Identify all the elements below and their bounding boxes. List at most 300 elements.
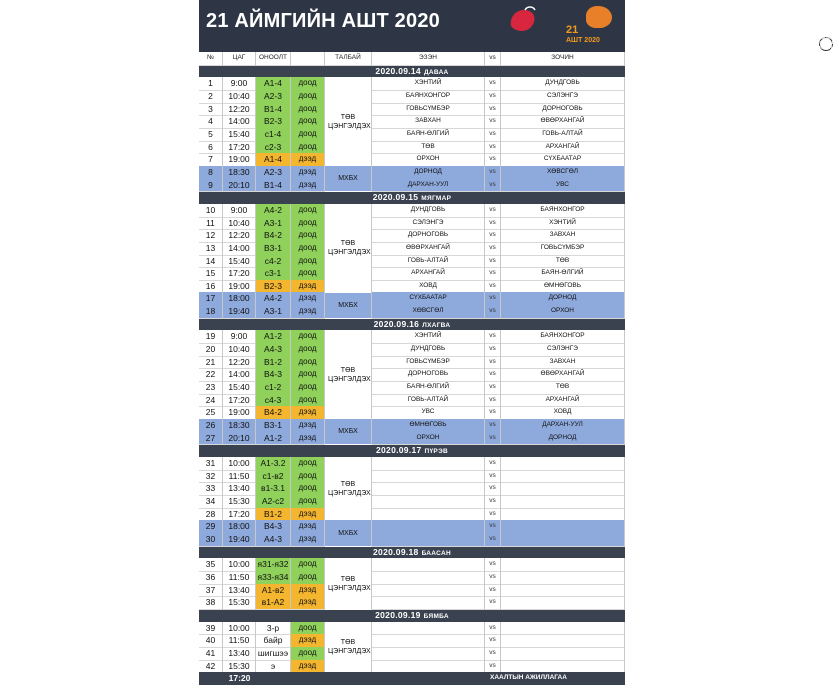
match-row (199, 166, 625, 179)
match-level: доод (291, 255, 325, 269)
match-level: дээд (291, 292, 325, 306)
match-level: дээд (291, 432, 325, 446)
vs-label: vs (485, 482, 501, 496)
match-level: дээд (291, 166, 325, 180)
match-number: 2 (199, 90, 223, 104)
vs-label: vs (485, 305, 501, 319)
match-time: 17:20 (223, 508, 256, 522)
match-group: A2-3 (256, 166, 291, 180)
match-row (199, 406, 625, 419)
match-number: 19 (199, 330, 223, 344)
column-header-row (199, 52, 625, 65)
weekday-label: МЯГМАР (421, 195, 452, 203)
match-number: 15 (199, 267, 223, 281)
venue-name: ТӨВ ЦЭНГЭЛДЭХ (328, 113, 371, 130)
home-team: БАЯНХОНГОР (372, 90, 485, 104)
away-team (501, 634, 625, 648)
date-row (199, 444, 625, 457)
match-group: B4-2 (256, 229, 291, 243)
home-team: ГОВЬ-АЛТАЙ (372, 394, 485, 408)
away-team: БАЯНХОНГОР (501, 204, 625, 218)
match-group: A1-2 (256, 330, 291, 344)
match-group: c1-2 (256, 381, 291, 395)
away-team (501, 647, 625, 661)
home-team: ӨВӨРХАНГАЙ (372, 242, 485, 256)
match-number: 35 (199, 558, 223, 572)
match-level: доод (291, 343, 325, 357)
away-team: ХЭНТИЙ (501, 217, 625, 231)
match-level: дээд (291, 406, 325, 420)
match-number: 14 (199, 255, 223, 269)
venue-name: МХБХ (338, 529, 358, 537)
match-number: 42 (199, 660, 223, 674)
match-number: 39 (199, 622, 223, 636)
weekday-label: БААСАН (421, 549, 451, 557)
match-row (199, 533, 625, 546)
match-time: 19:00 (223, 153, 256, 167)
match-time: 19:40 (223, 533, 256, 547)
match-row (199, 622, 625, 635)
match-row (199, 229, 625, 242)
away-team (501, 482, 625, 496)
home-team: УВС (372, 406, 485, 420)
date-label: 2020.09.18 (373, 546, 419, 557)
match-group: я33-я34 (256, 571, 291, 585)
date-row (199, 318, 625, 331)
venue-label-block (325, 77, 372, 166)
vs-label: vs (485, 128, 501, 142)
match-time: 14:00 (223, 368, 256, 382)
home-team: СЭЛЭНГЭ (372, 217, 485, 231)
match-level: дээд (291, 533, 325, 547)
match-level: дээд (291, 634, 325, 648)
col-vs: vs (485, 52, 501, 66)
vs-label: vs (485, 77, 501, 91)
match-number: 36 (199, 571, 223, 585)
match-group: A1-2 (256, 432, 291, 446)
vs-label: vs (485, 292, 501, 306)
venue-name: ТӨВ ЦЭНГЭЛДЭХ (328, 240, 371, 257)
match-number: 17 (199, 292, 223, 306)
away-team: ЗАВХАН (501, 356, 625, 370)
match-row (199, 141, 625, 154)
match-number: 23 (199, 381, 223, 395)
match-time: 15:40 (223, 128, 256, 142)
vs-label: vs (485, 368, 501, 382)
venue-label-block (325, 166, 372, 191)
match-group: байр (256, 634, 291, 648)
date-label: 2020.09.17 (376, 445, 422, 456)
away-team (501, 508, 625, 522)
match-time: 19:40 (223, 305, 256, 319)
away-team: ОРХОН (501, 305, 625, 319)
match-time: 13:40 (223, 647, 256, 661)
away-team: ДОРНОД (501, 432, 625, 446)
match-number: 8 (199, 166, 223, 180)
match-row (199, 356, 625, 369)
away-team: ӨВӨРХАНГАЙ (501, 368, 625, 382)
match-time: 10:40 (223, 217, 256, 231)
match-level: доод (291, 622, 325, 636)
weekday-label: ДАВАА (423, 68, 449, 76)
home-team: ДУНДГОВЬ (372, 204, 485, 218)
home-team (372, 558, 485, 572)
match-row (199, 394, 625, 407)
vs-label: vs (485, 406, 501, 420)
match-group: в1-3.1 (256, 482, 291, 496)
vs-label: vs (485, 330, 501, 344)
vs-label: vs (485, 508, 501, 522)
match-row (199, 558, 625, 571)
home-team: ДАРХАН-УУЛ (372, 179, 485, 193)
match-number: 4 (199, 115, 223, 129)
venue-name: ТӨВ ЦЭНГЭЛДЭХ (328, 480, 371, 497)
date-label: 2020.09.15 (372, 192, 419, 203)
away-team: ДАРХАН-УУЛ (501, 419, 625, 433)
match-level: доод (291, 229, 325, 243)
match-time: 12:20 (223, 356, 256, 370)
vs-label: vs (485, 166, 501, 180)
home-team: ДОРНОД (372, 166, 485, 180)
date-row (199, 65, 625, 78)
weekday-label: ПҮРЭВ (424, 448, 448, 456)
home-team (372, 520, 485, 534)
away-team: ЗАВХАН (501, 229, 625, 243)
vs-label: vs (485, 280, 501, 294)
match-time: 13:40 (223, 482, 256, 496)
match-level: дээд (291, 508, 325, 522)
match-number: 12 (199, 229, 223, 243)
home-team (372, 508, 485, 522)
match-row (199, 292, 625, 305)
home-team (372, 571, 485, 585)
event-number: 21 (566, 24, 579, 36)
match-group: A3-1 (256, 305, 291, 319)
match-group: 3-р (256, 622, 291, 636)
match-row (199, 242, 625, 255)
match-time: 12:20 (223, 103, 256, 117)
home-team: ХЭНТИЙ (372, 77, 485, 91)
away-team: СЭЛЭНГЭ (501, 90, 625, 104)
match-time: 10:40 (223, 343, 256, 357)
venue-label-block (325, 204, 372, 293)
match-time: 18:00 (223, 292, 256, 306)
home-team: ДОРНОГОВЬ (372, 229, 485, 243)
away-team (501, 533, 625, 547)
match-level: доод (291, 77, 325, 91)
match-level: доод (291, 368, 325, 382)
match-number: 3 (199, 103, 223, 117)
match-row (199, 267, 625, 280)
away-team: ТӨВ (501, 381, 625, 395)
match-row (199, 520, 625, 533)
match-number: 16 (199, 280, 223, 294)
match-group: B2-3 (256, 280, 291, 294)
match-group: B1-2 (256, 508, 291, 522)
home-team: ОРХОН (372, 432, 485, 446)
match-level: дээд (291, 596, 325, 610)
home-team (372, 584, 485, 598)
home-team (372, 634, 485, 648)
col-number: № (199, 52, 223, 66)
match-row (199, 305, 625, 318)
vs-label: vs (485, 90, 501, 104)
match-time: 19:00 (223, 280, 256, 294)
venue-label-block (325, 558, 372, 609)
match-group: c2-3 (256, 141, 291, 155)
schedule-table (199, 52, 625, 685)
venue-name: ТӨВ ЦЭНГЭЛДЭХ (328, 575, 371, 592)
vs-label: vs (485, 153, 501, 167)
match-number: 38 (199, 596, 223, 610)
away-team: ДОРНОГОВЬ (501, 103, 625, 117)
vs-label: vs (485, 495, 501, 509)
vs-label: vs (485, 419, 501, 433)
page-title: 21 АЙМГИЙН АШТ 2020 (206, 10, 440, 32)
match-row (199, 217, 625, 230)
date-label: 2020.09.19 (375, 609, 421, 620)
match-group: B4-3 (256, 368, 291, 382)
match-level: доод (291, 470, 325, 484)
home-team: ТӨВ (372, 141, 485, 155)
match-number: 30 (199, 533, 223, 547)
match-group: A4-3 (256, 343, 291, 357)
match-level: доод (291, 141, 325, 155)
match-time: 15:40 (223, 381, 256, 395)
match-time: 11:50 (223, 634, 256, 648)
col-time: ЦАГ (223, 52, 256, 66)
away-team (501, 622, 625, 636)
match-level: дээд (291, 660, 325, 674)
match-level: доод (291, 242, 325, 256)
match-number: 1 (199, 77, 223, 91)
home-team (372, 596, 485, 610)
col-level (291, 52, 325, 66)
closing-blank (325, 672, 372, 685)
match-time: 14:00 (223, 115, 256, 129)
away-team (501, 470, 625, 484)
venue-label-block (325, 331, 372, 420)
match-level: дээд (291, 280, 325, 294)
match-group: c3-1 (256, 267, 291, 281)
match-time: 15:30 (223, 660, 256, 674)
away-team (501, 520, 625, 534)
match-level: доод (291, 204, 325, 218)
match-time: 10:00 (223, 558, 256, 572)
schedule-sheet (199, 0, 839, 691)
home-team: ГОВЬСҮМБЭР (372, 356, 485, 370)
match-time: 13:40 (223, 584, 256, 598)
match-time: 20:10 (223, 432, 256, 446)
match-row (199, 584, 625, 597)
home-team: ХОВД (372, 280, 485, 294)
match-number: 20 (199, 343, 223, 357)
away-team: АРХАНГАЙ (501, 141, 625, 155)
vs-label: vs (485, 267, 501, 281)
away-team: АРХАНГАЙ (501, 394, 625, 408)
match-level: дээд (291, 520, 325, 534)
match-row (199, 179, 625, 192)
match-time: 17:20 (223, 394, 256, 408)
home-team (372, 457, 485, 471)
aimag-event-logo (564, 4, 620, 48)
match-time: 10:00 (223, 457, 256, 471)
col-venue: ТАЛБАЙ (325, 52, 372, 66)
match-row (199, 153, 625, 166)
match-level: дээд (291, 419, 325, 433)
match-row (199, 343, 625, 356)
venue-label-block (325, 457, 372, 520)
closing-blank (199, 672, 223, 685)
match-group: B4-3 (256, 520, 291, 534)
match-level: доод (291, 394, 325, 408)
vs-label: vs (485, 217, 501, 231)
match-group: A1-4 (256, 153, 291, 167)
away-team: ДОРНОД (501, 292, 625, 306)
vs-label: vs (485, 242, 501, 256)
match-number: 28 (199, 508, 223, 522)
vs-label: vs (485, 141, 501, 155)
match-group: B1-4 (256, 179, 291, 193)
home-team: БАЯН-ӨЛГИЙ (372, 381, 485, 395)
venue-label-block (325, 293, 372, 318)
away-team: ГОВЬ-АЛТАЙ (501, 128, 625, 142)
match-group: шигшээ (256, 647, 291, 661)
away-team: ТӨВ (501, 255, 625, 269)
match-level: доод (291, 267, 325, 281)
match-number: 11 (199, 217, 223, 231)
venue-label-block (325, 419, 372, 444)
match-number: 31 (199, 457, 223, 471)
match-time: 10:00 (223, 622, 256, 636)
home-team: ХӨВСГӨЛ (372, 305, 485, 319)
away-team: ДУНДГОВЬ (501, 77, 625, 91)
match-number: 27 (199, 432, 223, 446)
home-team (372, 660, 485, 674)
match-group: я31-я32 (256, 558, 291, 572)
match-row (199, 330, 625, 343)
match-number: 34 (199, 495, 223, 509)
match-level: дээд (291, 584, 325, 598)
match-group: A1-4 (256, 77, 291, 91)
match-row (199, 508, 625, 521)
match-time: 9:00 (223, 77, 256, 91)
match-level: доод (291, 482, 325, 496)
header-banner (199, 0, 839, 52)
home-team: ГОВЬСҮМБЭР (372, 103, 485, 117)
match-number: 18 (199, 305, 223, 319)
match-number: 21 (199, 356, 223, 370)
home-team (372, 533, 485, 547)
match-level: доод (291, 115, 325, 129)
match-number: 7 (199, 153, 223, 167)
match-row (199, 368, 625, 381)
match-time: 12:20 (223, 229, 256, 243)
away-team: ӨВӨРХАНГАЙ (501, 115, 625, 129)
home-team (372, 495, 485, 509)
closing-ceremony-label: ХААЛТЫН АЖИЛЛАГАА (372, 672, 625, 685)
home-team: БАЯН-ӨЛГИЙ (372, 128, 485, 142)
match-time: 15:40 (223, 255, 256, 269)
match-level: доод (291, 128, 325, 142)
match-group: A1-в2 (256, 584, 291, 598)
away-team: ӨМНӨГОВЬ (501, 280, 625, 294)
match-group: B1-2 (256, 356, 291, 370)
match-number: 22 (199, 368, 223, 382)
match-time: 18:30 (223, 166, 256, 180)
match-group: A3-1 (256, 217, 291, 231)
match-group: A2-c2 (256, 495, 291, 509)
closing-blank (256, 672, 291, 685)
match-group: B2-3 (256, 115, 291, 129)
away-team: УВС (501, 179, 625, 193)
vs-label: vs (485, 533, 501, 547)
away-team (501, 584, 625, 598)
match-level: дээд (291, 305, 325, 319)
vs-label: vs (485, 634, 501, 648)
match-number: 41 (199, 647, 223, 661)
venue-name: МХБХ (338, 175, 358, 183)
match-group: A1-3.2 (256, 457, 291, 471)
match-row (199, 482, 625, 495)
home-team (372, 470, 485, 484)
match-number: 26 (199, 419, 223, 433)
match-group: B4-2 (256, 406, 291, 420)
away-team (501, 596, 625, 610)
away-team: БАЯНХОНГОР (501, 330, 625, 344)
match-number: 33 (199, 482, 223, 496)
col-group: ОНООЛТ (256, 52, 291, 66)
federation-emblem-icon (501, 4, 551, 50)
away-team (501, 457, 625, 471)
home-team: ДОРНОГОВЬ (372, 368, 485, 382)
match-number: 13 (199, 242, 223, 256)
match-level: доод (291, 381, 325, 395)
weekday-label: БЯМБА (423, 612, 449, 620)
match-time: 17:20 (223, 141, 256, 155)
vs-label: vs (485, 204, 501, 218)
home-team: ЗАВХАН (372, 115, 485, 129)
vs-label: vs (485, 179, 501, 193)
away-team (501, 660, 625, 674)
match-time: 15:30 (223, 596, 256, 610)
venue-name: ТӨВ ЦЭНГЭЛДЭХ (328, 639, 371, 655)
map-emblem-icon (586, 6, 612, 28)
match-group: A4-2 (256, 204, 291, 218)
vs-label: vs (485, 470, 501, 484)
match-level: доод (291, 457, 325, 471)
match-row (199, 280, 625, 293)
match-row (199, 77, 625, 90)
match-time: 11:50 (223, 571, 256, 585)
match-time: 11:50 (223, 470, 256, 484)
away-team: СҮХБААТАР (501, 153, 625, 167)
match-row (199, 419, 625, 432)
col-home: ЭЗЭН (372, 52, 485, 66)
match-row (199, 255, 625, 268)
match-row (199, 432, 625, 445)
away-team: БАЯН-ӨЛГИЙ (501, 267, 625, 281)
away-team: СЭЛЭНГЭ (501, 343, 625, 357)
match-number: 29 (199, 520, 223, 534)
away-team: ХӨВСГӨЛ (501, 166, 625, 180)
home-team: ӨМНӨГОВЬ (372, 419, 485, 433)
match-group: B3-1 (256, 419, 291, 433)
away-team: ХОВД (501, 406, 625, 420)
match-row (199, 115, 625, 128)
match-group: c4-2 (256, 255, 291, 269)
vs-label: vs (485, 457, 501, 471)
